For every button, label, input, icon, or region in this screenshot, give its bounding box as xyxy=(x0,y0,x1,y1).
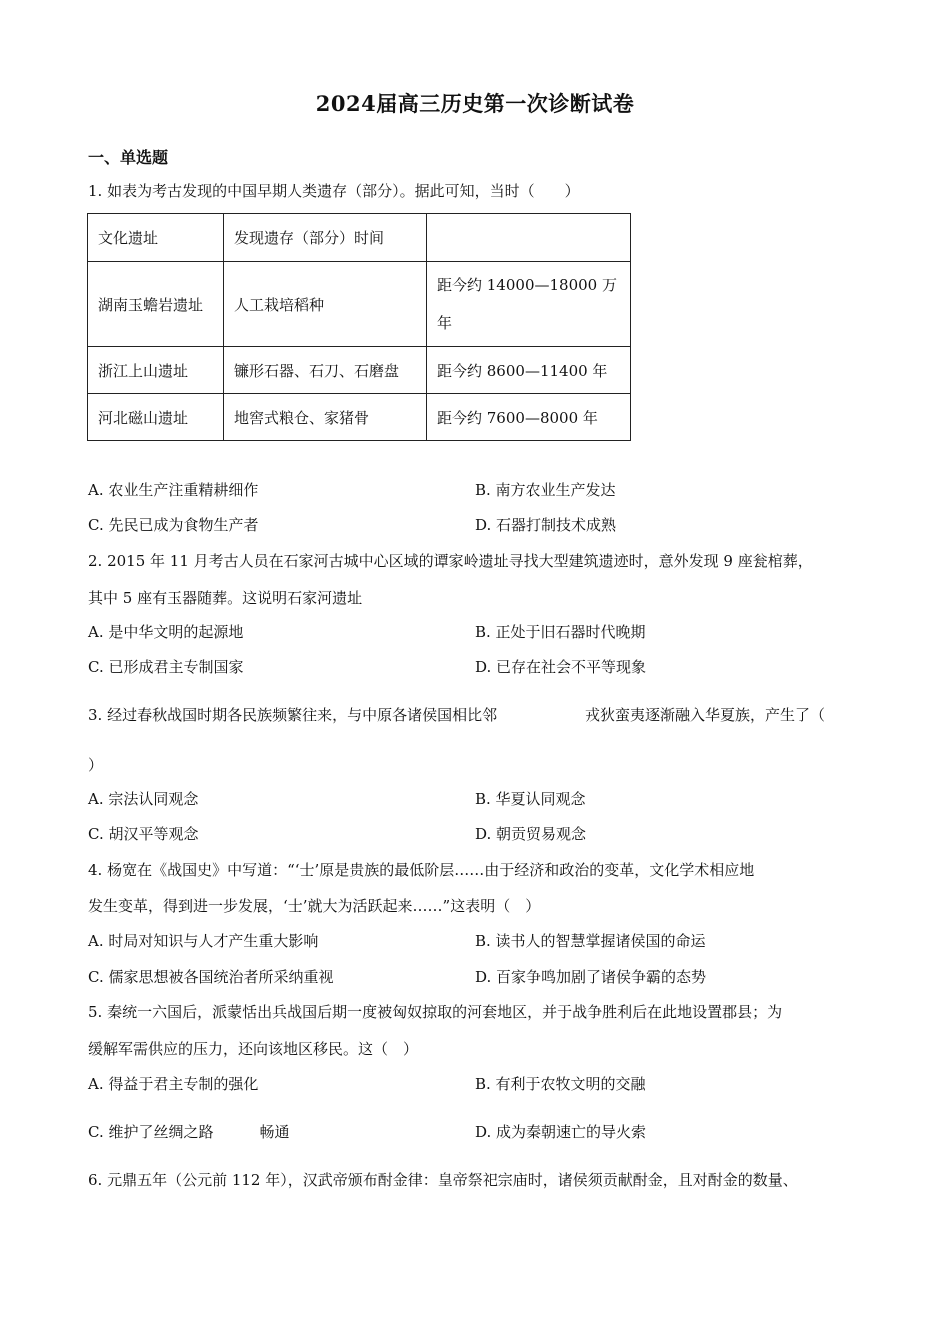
q5-option-c-text: C. 维护了丝绸之路 xyxy=(88,1123,214,1141)
q1-option-d[interactable]: D. 石器打制技术成熟 xyxy=(475,516,617,534)
question-4-stem-line2: 发生变革，得到进一步发展，‘士’就大为活跃起来……”这表明（ ） xyxy=(88,897,541,915)
q3-option-c[interactable]: C. 胡汉平等观念 xyxy=(88,825,199,843)
table-cell-site: 河北磁山遗址 xyxy=(88,394,224,441)
table-header-cell: 发现遗存（部分）时间 xyxy=(224,214,427,262)
q1-option-c[interactable]: C. 先民已成为食物生产者 xyxy=(88,516,259,534)
table-cell-site: 浙江上山遗址 xyxy=(88,347,224,394)
question-6-stem-line1: 6. 元鼎五年（公元前 112 年），汉武帝颁布酎金律：皇帝祭祀宗庙时，诸侯须贡献酎金，且对酎金的数量、 xyxy=(88,1171,798,1189)
table-cell-finds: 人工栽培稻种 xyxy=(224,262,427,347)
q4-option-c[interactable]: C. 儒家思想被各国统治者所采纳重视 xyxy=(88,968,334,986)
q4-option-d[interactable]: D. 百家争鸣加剧了诸侯争霸的态势 xyxy=(475,968,707,986)
table-cell-time-line1: 距今约 14000—18000 万 xyxy=(437,276,617,294)
table-row xyxy=(88,262,631,347)
table-cell-time xyxy=(427,262,631,347)
q2-option-b[interactable]: B. 正处于旧石器时代晚期 xyxy=(475,623,646,641)
table-header-row xyxy=(88,214,631,262)
table-cell-time: 距今约 7600—8000 年 xyxy=(427,394,631,441)
q5-option-c-text-end: 畅通 xyxy=(259,1123,290,1141)
table-cell-site: 湖南玉蟾岩遗址 xyxy=(88,262,224,347)
page-title: 2024届高三历史第一次诊断试卷 xyxy=(315,91,635,116)
q2-option-d[interactable]: D. 已存在社会不平等现象 xyxy=(475,658,647,676)
question-5-stem-line2: 缓解军需供应的压力，还向该地区移民。这（ ） xyxy=(88,1040,419,1058)
table-row xyxy=(88,347,631,394)
question-5-stem-line1: 5. 秦统一六国后，派蒙恬出兵战国后期一度被匈奴掠取的河套地区，并于战争胜利后在此地设置郡县；为 xyxy=(88,1003,783,1021)
q3-option-d[interactable]: D. 朝贡贸易观念 xyxy=(475,825,587,843)
q5-option-b[interactable]: B. 有利于农牧文明的交融 xyxy=(475,1075,646,1093)
section-heading: 一、单选题 xyxy=(88,148,169,167)
q5-option-c[interactable] xyxy=(88,1122,290,1142)
table-cell-finds: 镰形石器、石刀、石磨盘 xyxy=(224,347,427,394)
q2-option-c[interactable]: C. 已形成君主专制国家 xyxy=(88,658,244,676)
relics-table xyxy=(87,213,631,441)
table-cell-time: 距今约 8600—11400 年 xyxy=(427,347,631,394)
table-cell-time-line2: 年 xyxy=(437,314,453,332)
q4-option-b[interactable]: B. 读书人的智慧掌握诸侯国的命运 xyxy=(475,932,706,950)
q5-option-d[interactable]: D. 成为秦朝速亡的导火索 xyxy=(475,1123,647,1141)
question-1-stem: 1. 如表为考古发现的中国早期人类遗存（部分）。据此可知，当时（ ） xyxy=(88,182,580,200)
q3-option-b[interactable]: B. 华夏认同观念 xyxy=(475,790,586,808)
q4-option-a[interactable]: A. 时局对知识与人才产生重大影响 xyxy=(88,932,319,950)
q2-option-a[interactable]: A. 是中华文明的起源地 xyxy=(88,623,244,641)
q1-option-b[interactable]: B. 南方农业生产发达 xyxy=(475,481,616,499)
q1-option-a[interactable]: A. 农业生产注重精耕细作 xyxy=(88,481,259,499)
table-row xyxy=(88,394,631,441)
question-2-stem-line2: 其中 5 座有玉器随葬。这说明石家河遗址 xyxy=(88,589,363,607)
question-3-stem-line1a: 3. 经过春秋战国时期各民族频繁往来，与中原各诸侯国相比邻 xyxy=(88,706,498,724)
q5-option-a[interactable]: A. 得益于君主专制的强化 xyxy=(88,1075,259,1093)
question-3-stem-line1b: 戎狄蛮夷逐渐融入华夏族，产生了（ xyxy=(585,706,826,724)
question-3-stem-line2: ） xyxy=(88,756,104,774)
question-2-stem-line1: 2. 2015 年 11 月考古人员在石家河古城中心区域的谭家岭遗址寻找大型建筑遗迹时，意外发现 9 座瓮棺葬， xyxy=(88,552,813,570)
q3-option-a[interactable]: A. 宗法认同观念 xyxy=(88,790,199,808)
table-header-cell xyxy=(427,214,631,262)
table-header-cell: 文化遗址 xyxy=(88,214,224,262)
question-4-stem-line1: 4. 杨宽在《战国史》中写道：“‘士’原是贵族的最低阶层……由于经济和政治的变革，文化学术相应地 xyxy=(88,861,755,879)
table-cell-finds: 地窖式粮仓、家猪骨 xyxy=(224,394,427,441)
